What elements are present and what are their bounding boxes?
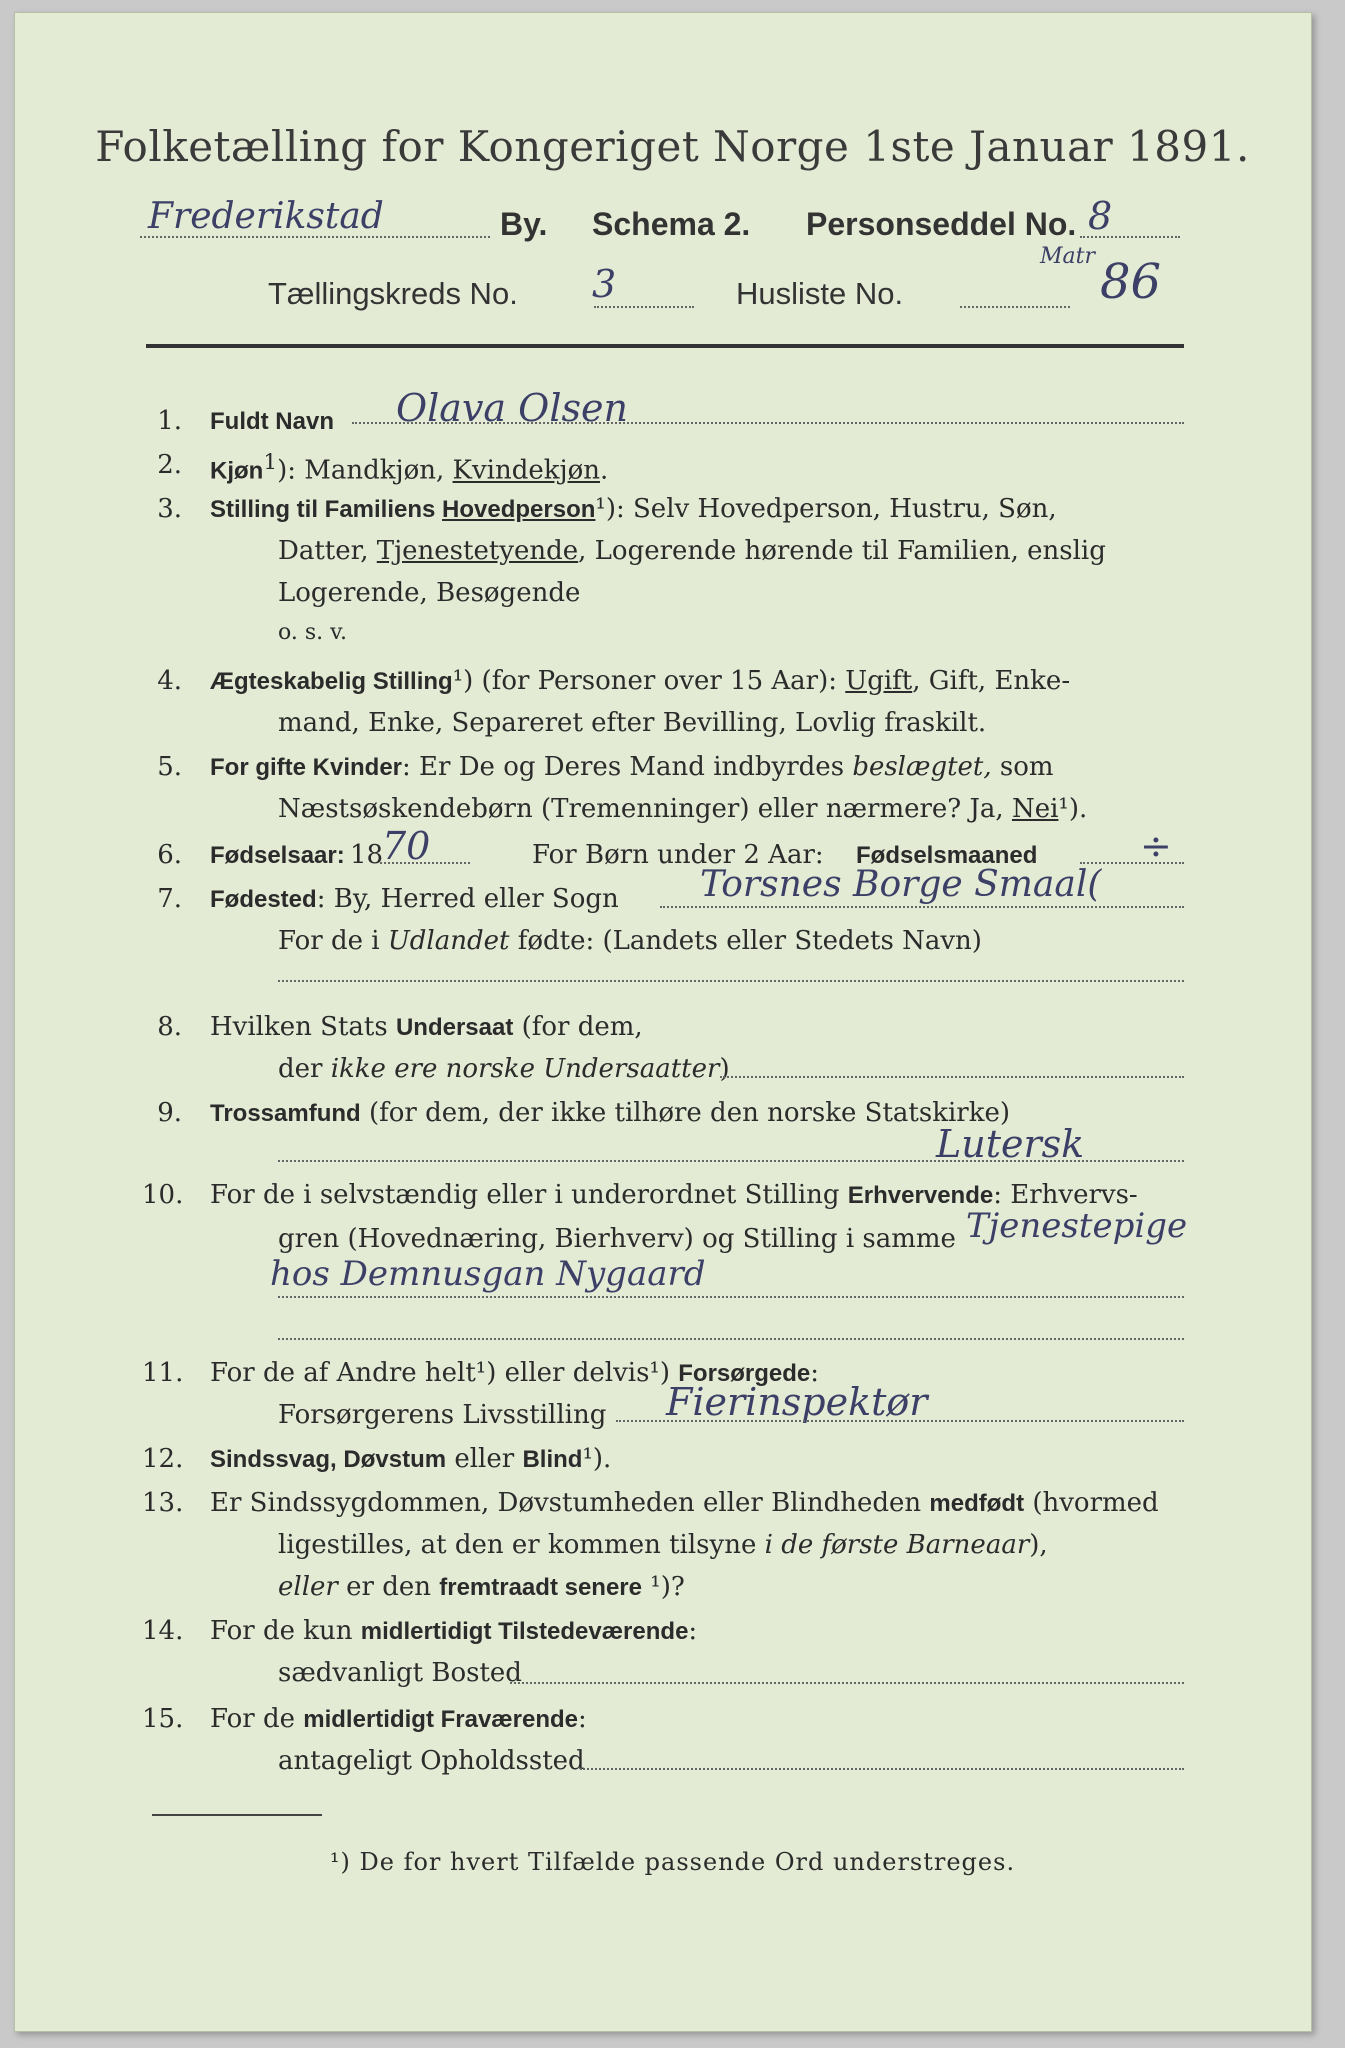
q13-line2 <box>278 1530 1048 1560</box>
q5-text1c: som <box>991 752 1054 782</box>
q10-answer2: hos Demnusgan Nygaard <box>270 1254 706 1294</box>
q12-label2: Blind <box>522 1446 583 1473</box>
q5-text1: : Er De og Deres Mand indbyrdes <box>402 752 853 782</box>
q4-number: 4. <box>157 666 182 696</box>
q6-year-dotted-line <box>380 862 470 864</box>
q5-text2a: Næstsøskendebørn (Tremenninger) eller nærmere? Ja, <box>278 794 1012 824</box>
q7-line2 <box>278 926 982 956</box>
husliste-note: Matr <box>1040 244 1095 269</box>
q13-text1b: medfødt <box>929 1490 1025 1517</box>
husliste-number: 86 <box>1100 254 1162 310</box>
q15-text1c: : <box>578 1704 587 1734</box>
city-handwritten: Frederikstad <box>148 196 384 237</box>
q14-number: 14. <box>142 1616 184 1646</box>
q1-number: 1. <box>157 406 182 436</box>
husliste-dotted-line <box>960 306 1070 308</box>
q2-line <box>210 450 608 486</box>
q7-number: 7. <box>157 884 182 914</box>
q3-label-underlined: Hovedperson <box>442 496 596 523</box>
q7-extra-dotted-line <box>278 980 1184 982</box>
q2-label: Kjøn <box>210 457 264 485</box>
q15-text1a: For de <box>210 1704 304 1734</box>
q12-label: Sindssvag, Døvstum <box>210 1446 447 1473</box>
kreds-dotted-line <box>594 306 694 308</box>
q5-text1i: beslægtet, <box>852 752 992 782</box>
q8-text1b: Undersaat <box>395 1014 514 1041</box>
q8-text2b: ) <box>719 1054 730 1084</box>
q11-text1b: Forsørgede <box>678 1360 811 1387</box>
q4-line2: mand, Enke, Separeret efter Bevilling, Lovlig fraskilt. <box>278 708 987 738</box>
q3-text2a: Datter, <box>278 536 377 566</box>
q9-answer: Lutersk <box>936 1122 1085 1166</box>
q11-number: 11. <box>142 1358 184 1388</box>
q11-line2: Forsørgerens Livsstilling <box>278 1400 607 1430</box>
q14-text1b: midlertidigt Tilstedeværende <box>360 1618 689 1645</box>
q5-label-b: gifte Kvinder <box>255 754 403 781</box>
q8-text2i: ikke ere norske Undersaatter <box>330 1054 720 1084</box>
city-dotted-line <box>140 236 490 238</box>
q10-text1c: : Erhvervs- <box>993 1180 1138 1210</box>
q12-tail: ¹). <box>582 1444 612 1474</box>
q7-text2a: For de i <box>278 926 388 956</box>
q13-text2i: i de første Barneaar <box>764 1530 1030 1560</box>
q7-text2i: Udlandet <box>387 926 510 956</box>
q15-number: 15. <box>142 1704 184 1734</box>
q6-text: For Børn under 2 Aar: <box>532 840 824 870</box>
q8-text1a: Hvilken Stats <box>210 1012 396 1042</box>
q2-text-a: ): Mandkjøn, <box>277 455 453 486</box>
q7-text2b: fødte: (Landets eller Stedets Navn) <box>509 926 982 956</box>
q8-number: 8. <box>157 1012 182 1042</box>
q5-text2b: ¹). <box>1058 794 1088 824</box>
q11-text1c: : <box>810 1358 820 1388</box>
q8-line1 <box>210 1012 643 1042</box>
q4-text1b: , Gift, Enke- <box>912 666 1071 696</box>
q7-dotted-line <box>660 906 1184 908</box>
q10-number: 10. <box>142 1180 184 1210</box>
q7-label: Fødested <box>210 886 317 913</box>
q13-text3c: fremtraadt senere <box>439 1574 642 1601</box>
q3-label: Stilling til Familiens <box>210 496 443 523</box>
husliste-label: Husliste No. <box>736 276 904 311</box>
q14-line2: sædvanligt Bosted <box>278 1658 522 1688</box>
q9-label: Trossamfund <box>210 1100 361 1127</box>
q13-text2b: ), <box>1029 1530 1048 1560</box>
q15-text1b: midlertidigt Fraværende <box>303 1706 578 1733</box>
q3-text1: ¹): Selv Hovedperson, Hustru, Søn, <box>595 494 1057 524</box>
q5-line1 <box>210 752 1054 782</box>
q4-text1a: ¹) (for Personer over 15 Aar): <box>452 666 846 696</box>
q12-line <box>210 1444 611 1474</box>
q1-dotted-line <box>352 422 1184 424</box>
q13-line3 <box>278 1572 685 1602</box>
form-title: Folketælling for Kongeriget Norge 1ste Januar 1891. <box>95 122 1250 171</box>
q8-text1c: (for dem, <box>513 1012 643 1042</box>
q6-year-handwritten: 70 <box>382 824 431 868</box>
q4-text1u: Ugift <box>845 666 913 696</box>
q14-text1c: : <box>688 1616 698 1646</box>
q3-text2u: Tjenestetyende <box>376 536 579 566</box>
q4-line1 <box>210 666 1070 696</box>
q3-line1 <box>210 494 1057 524</box>
q3-line4: o. s. v. <box>278 620 347 645</box>
q10-dotted-line-2 <box>278 1338 1184 1340</box>
q9-number: 9. <box>157 1098 182 1128</box>
q14-line1 <box>210 1616 697 1646</box>
q13-line1 <box>210 1488 1159 1518</box>
q2-text-b: . <box>599 455 609 486</box>
q15-line1 <box>210 1704 587 1734</box>
schema-label: Schema 2. <box>592 206 751 242</box>
q12-text: eller <box>446 1444 523 1474</box>
personseddel-dotted-line <box>1080 236 1180 238</box>
q10-text1a: For de i selvstændig eller i underordnet Stilling <box>210 1180 848 1210</box>
q11-text1a: For de af Andre helt¹) eller delvis¹) <box>210 1358 679 1388</box>
q7-answer: Torsnes Borge Smaal( <box>700 864 1102 905</box>
personseddel-label: Personseddel No. <box>806 206 1077 242</box>
q13-text3d: ¹)? <box>642 1572 685 1602</box>
q3-text2b: , Logerende hørende til Familien, enslig <box>578 536 1106 566</box>
q6-label: Fødselsaar: <box>210 842 345 869</box>
q15-dotted-line <box>580 1768 1184 1770</box>
q5-line2 <box>278 794 1087 824</box>
kreds-number: 3 <box>592 262 617 306</box>
q6-answer2: ÷ <box>1140 824 1172 868</box>
q13-text2a: ligestilles, at den er kommen tilsyne <box>278 1530 765 1560</box>
q8-dotted-line <box>720 1076 1184 1078</box>
q13-text1a: Er Sindssygdommen, Døvstumheden eller Blindheden <box>210 1488 930 1518</box>
header-rule <box>146 344 1184 348</box>
q5-label: For <box>210 754 256 781</box>
by-label: By. <box>500 206 548 242</box>
q9-line1 <box>210 1098 1010 1128</box>
q15-line2: antageligt Opholdssted <box>278 1746 585 1776</box>
footnote-rule <box>152 1814 322 1816</box>
q5-number: 5. <box>157 752 182 782</box>
q11-answer: Fierinspektør <box>666 1380 928 1424</box>
q8-line2 <box>278 1054 730 1084</box>
kreds-label: Tællingskreds No. <box>268 276 518 311</box>
q2-number: 2. <box>157 450 182 480</box>
q10-line2: gren (Hovednæring, Bierhverv) og Stilling i samme <box>278 1224 956 1254</box>
q6-number: 6. <box>157 840 182 870</box>
q11-dotted-line <box>616 1420 1184 1422</box>
q13-text3b: er den <box>337 1572 440 1602</box>
personseddel-number: 8 <box>1088 194 1113 238</box>
q3-line2 <box>278 536 1106 566</box>
q1-label: Fuldt Navn <box>210 408 334 435</box>
q14-dotted-line <box>510 1682 1184 1684</box>
q6-year-prefix: 18 <box>350 840 384 870</box>
q13-text1c: (hvormed <box>1024 1488 1159 1518</box>
q2-underlined: Kvindekjøn <box>452 455 600 486</box>
census-form-sheet <box>14 12 1312 2032</box>
q4-label: Ægteskabelig Stilling <box>210 668 453 695</box>
q10-answer1: Tjenestepige <box>966 1206 1188 1246</box>
q9-text1: (for dem, der ikke tilhøre den norske Statskirke) <box>360 1098 1011 1128</box>
q14-text1a: For de kun <box>210 1616 361 1646</box>
q2-sup: 1 <box>263 450 278 475</box>
q8-text2a: der <box>278 1054 331 1084</box>
q7-text: : By, Herred eller Sogn <box>316 884 619 914</box>
q1-answer: Olava Olsen <box>396 386 628 430</box>
q10-dotted-line-1 <box>278 1296 1184 1298</box>
q3-number: 3. <box>157 494 182 524</box>
q9-dotted-line <box>278 1160 1184 1162</box>
q13-number: 13. <box>142 1488 184 1518</box>
q12-number: 12. <box>142 1444 184 1474</box>
q13-text3a: eller <box>278 1572 338 1602</box>
q3-line3: Logerende, Besøgende <box>278 578 581 608</box>
q10-text1b: Erhvervende <box>847 1182 994 1209</box>
q7-line1 <box>210 884 619 914</box>
q6-label2: Fødselsmaaned <box>856 842 1038 869</box>
footnote: ¹) De for hvert Tilfælde passende Ord understreges. <box>329 1848 1016 1876</box>
q5-text2u: Nei <box>1011 794 1059 824</box>
